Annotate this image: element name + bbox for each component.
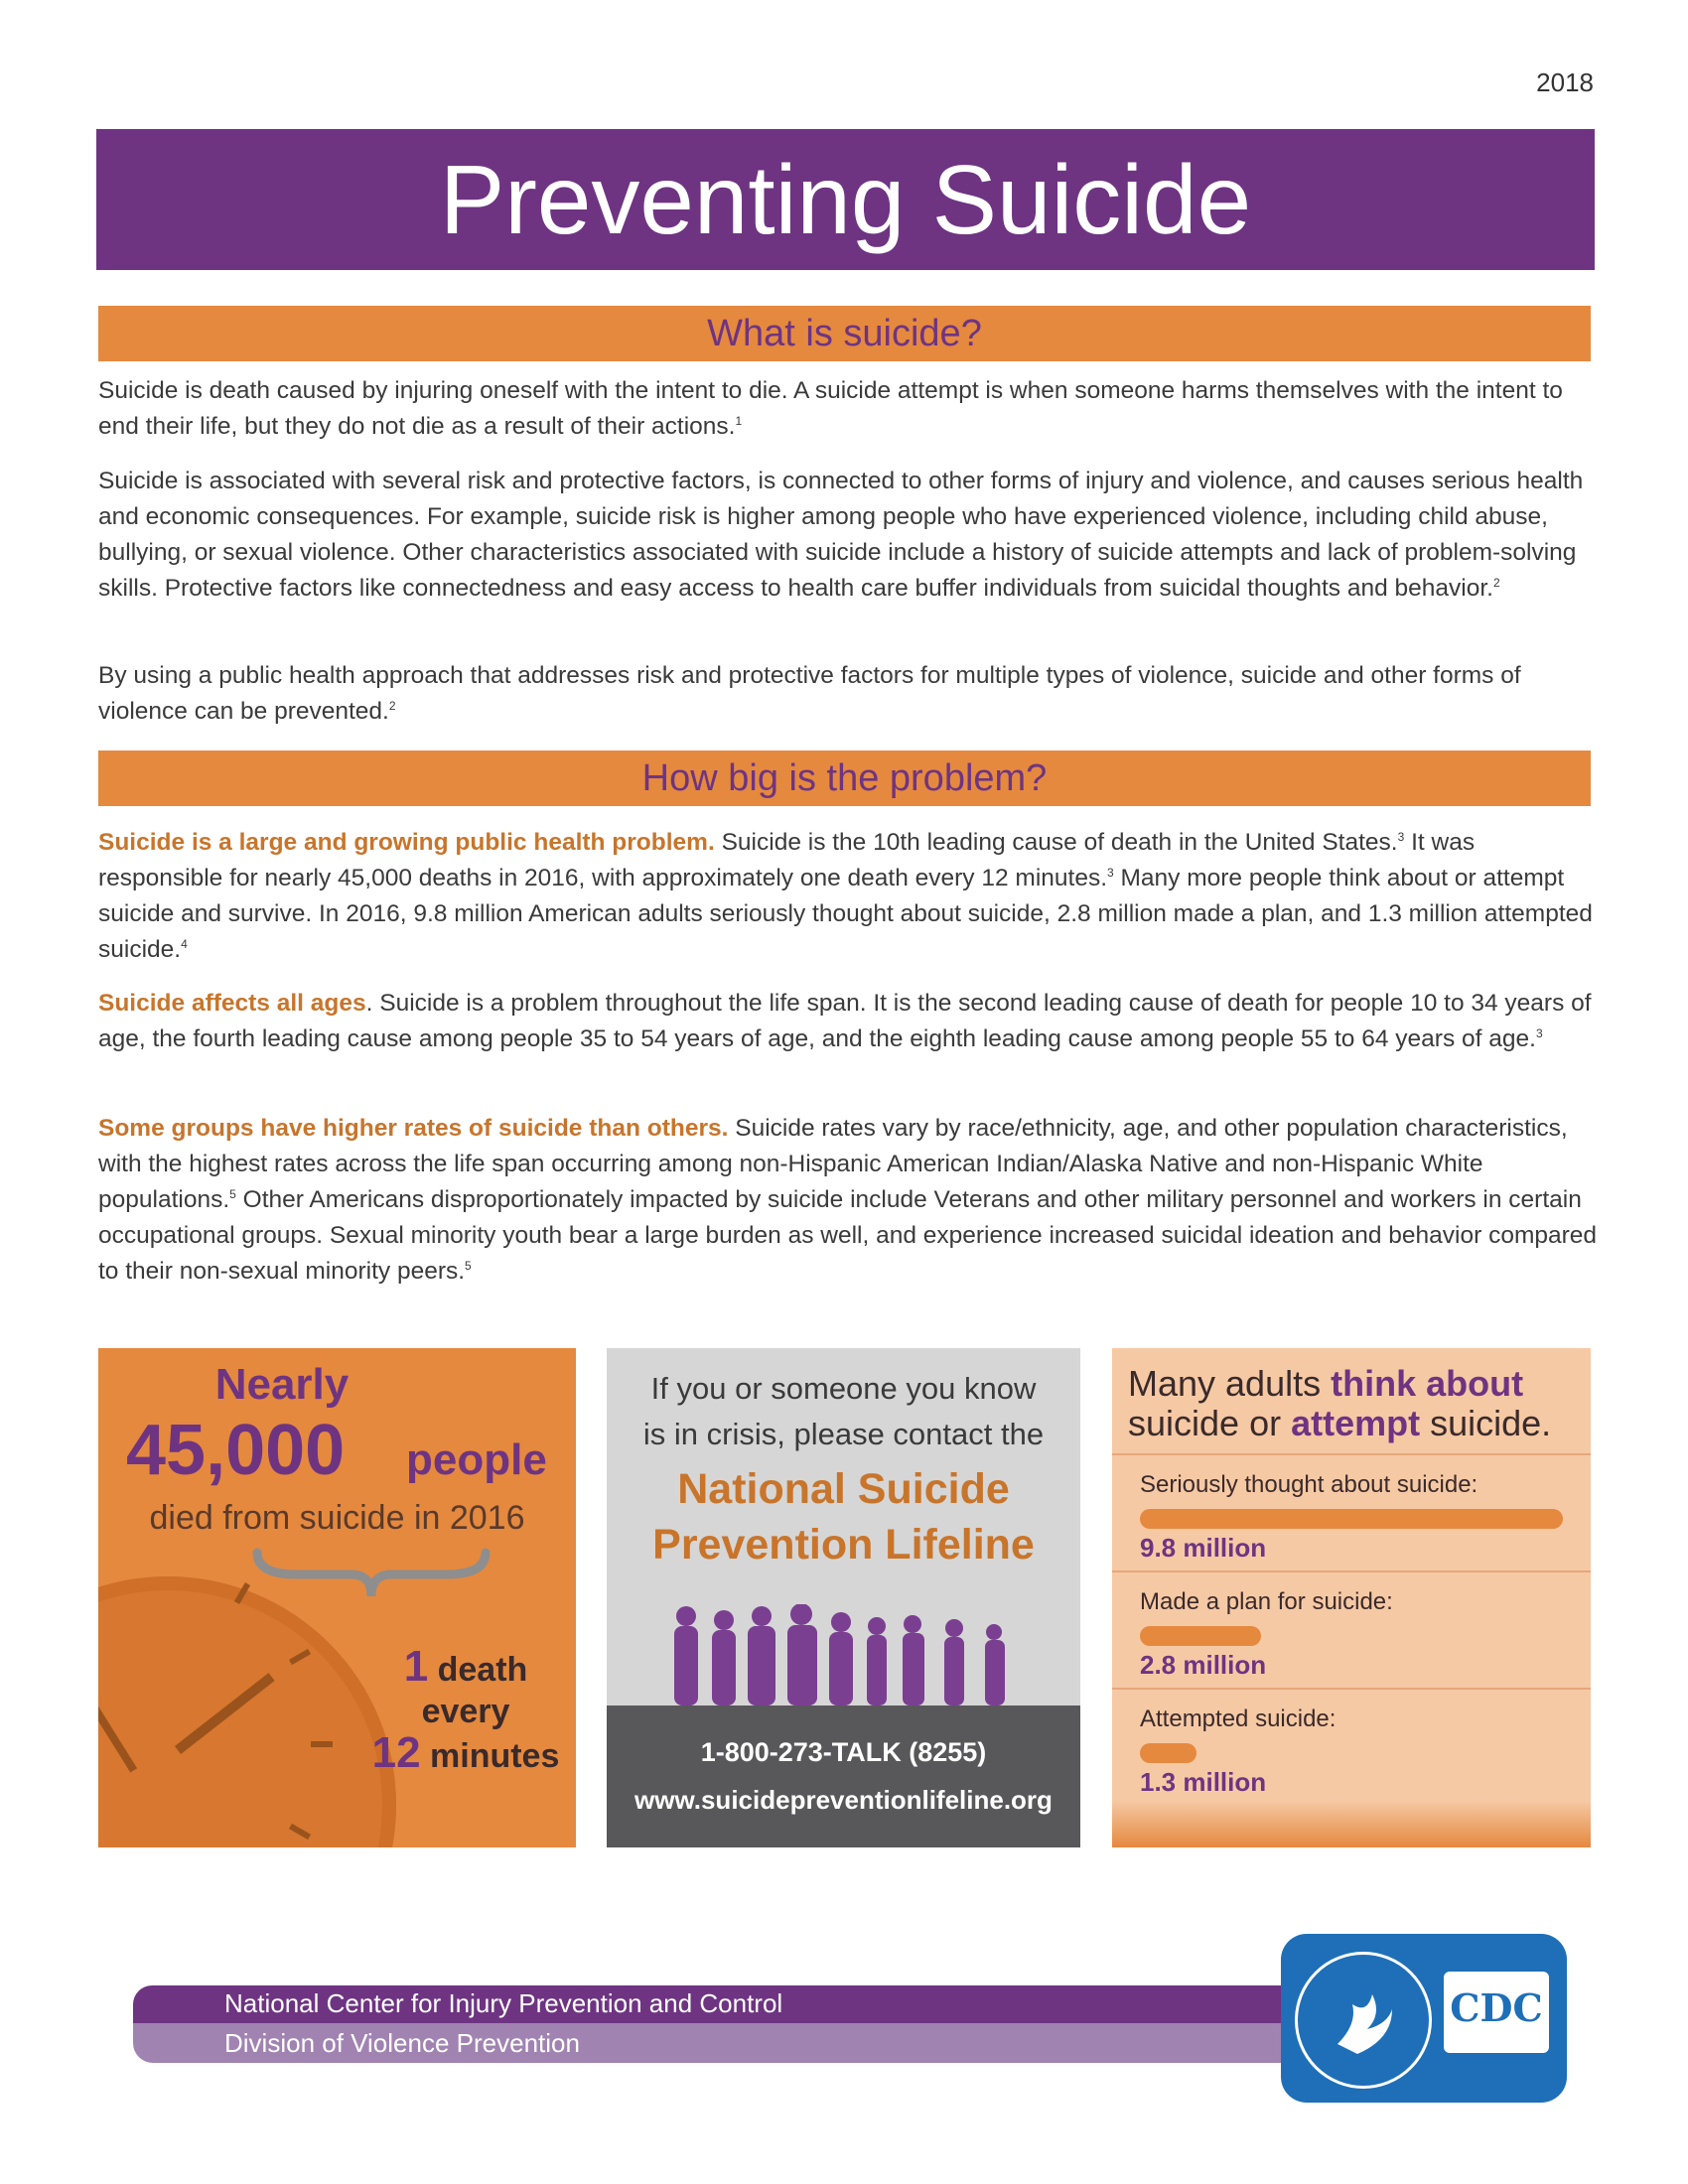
contact-band: [607, 1706, 1080, 1847]
hhs-seal-icon: [1295, 1952, 1432, 2089]
stat-value-thought: 9.8 million: [1140, 1533, 1267, 1563]
nearly-label: Nearly: [214, 1360, 350, 1409]
stat-value-plan: 2.8 million: [1140, 1650, 1267, 1680]
footer-center-name: National Center for Injury Prevention and Control: [224, 1988, 783, 2018]
cdc-logo-text: CDC: [1450, 1985, 1543, 2030]
lifeline-name: National Suicide Prevention Lifeline: [652, 1465, 1035, 1569]
stat-bar-attempted: [1140, 1743, 1196, 1763]
brace-icon: [247, 1545, 495, 1604]
year-label: 2018: [1536, 68, 1594, 97]
section-heading-what-is-suicide: What is suicide?: [98, 306, 1591, 361]
stat-label-thought: Seriously thought about suicide:: [1140, 1471, 1478, 1498]
divider: [1112, 1570, 1591, 1572]
adults-stats-panel: [1112, 1348, 1591, 1847]
deaths-panel: [98, 1348, 576, 1847]
died-label: died from suicide in 2016: [149, 1499, 525, 1537]
clock-icon: [98, 1576, 396, 1847]
stat-label-attempted: Attempted suicide:: [1140, 1706, 1336, 1732]
hhs-cdc-logo: [1281, 1934, 1567, 2103]
death-rate-label: 1 death every 12 minutes: [371, 1642, 560, 1777]
paragraph-definition: Suicide is death caused by injuring oneself with the intent to die. A suicide attempt is when someone harms themselves with the intent to end their life, but they do not die as a result of their actions.$^1$: [98, 377, 1563, 440]
divider: [1112, 1453, 1591, 1455]
lifeline-phone[interactable]: 1-800-273-TALK (8255): [700, 1737, 987, 1767]
paragraph-groups: Some groups have higher rates of suicide than others. Suicide rates vary by race/ethnicity, age, and other population characteristics, with the highest rates across the life span occurring among non-Hispanic American Indian/Alaska Native and non-Hispanic White populations.$^5$ Other Americans disproportionately impacted by suicide include Veterans and other military personnel and workers in certain occupational groups. Sexual minority youth bear a large burden as well, and experience increased suicidal ideation and behavior compared to their non-sexual minority peers.$^5$: [98, 1115, 1598, 1285]
stat-bar-thought: [1140, 1509, 1563, 1529]
lifeline-panel: [607, 1348, 1080, 1847]
stats-title: Many adults think about suicide or attempt suicide.: [1128, 1363, 1552, 1443]
footer-division-name: Division of Violence Prevention: [224, 2028, 580, 2058]
lifeline-url[interactable]: www.suicidepreventionlifeline.org: [634, 1785, 1053, 1815]
stat-label-plan: Made a plan for suicide:: [1140, 1588, 1393, 1615]
stat-value-attempted: 1.3 million: [1140, 1767, 1267, 1797]
paragraph-large-problem: Suicide is a large and growing public health problem. Suicide is the 10th leading cause of death in the United States.$^3$ It was responsible for nearly 45,000 deaths in 2016, with approximately one death every 12 minutes.$^3$ Many more people think about or attempt suicide and survive. In 2016, 9.8 million American adults seriously thought about suicide, 2.8 million made a plan, and 1.3 million attempted suicide.$^4$: [98, 829, 1593, 963]
people-label: people: [406, 1435, 547, 1484]
divider: [1112, 1688, 1591, 1690]
panel-gradient: [1112, 1800, 1591, 1847]
page-title: Preventing Suicide: [439, 145, 1252, 254]
paragraph-risk-factors: Suicide is associated with several risk and protective factors, is connected to other forms of injury and violence, and causes serious health and economic consequences. For example, suicide risk is higher among people who have experienced violence, including child abuse, bullying, or sexual violence. Other characteristics associated with suicide include a history of suicide attempts and lack of problem-solving skills. Protective factors like connectedness and easy access to health care buffer individuals from suicidal thoughts and behavior.$^2$: [98, 468, 1584, 602]
section-heading-how-big: How big is the problem?: [98, 751, 1591, 806]
stat-bar-plan: [1140, 1626, 1261, 1646]
lifeline-intro: If you or someone you know is in crisis, please contact the: [642, 1371, 1045, 1451]
deaths-number: 45,000: [126, 1411, 346, 1490]
clock-tick: [311, 1741, 333, 1747]
paragraph-all-ages: Suicide affects all ages. Suicide is a problem throughout the life span. It is the second leading cause of death for people 10 to 34 years of age, the fourth leading cause among people 35 to 54 years of age, and the eighth leading cause among people 55 to 64 years of age.$^3$: [98, 990, 1592, 1052]
paragraph-public-health: By using a public health approach that addresses risk and protective factors for multiple types of violence, suicide and other forms of violence can be prevented.$^2$: [98, 662, 1521, 725]
